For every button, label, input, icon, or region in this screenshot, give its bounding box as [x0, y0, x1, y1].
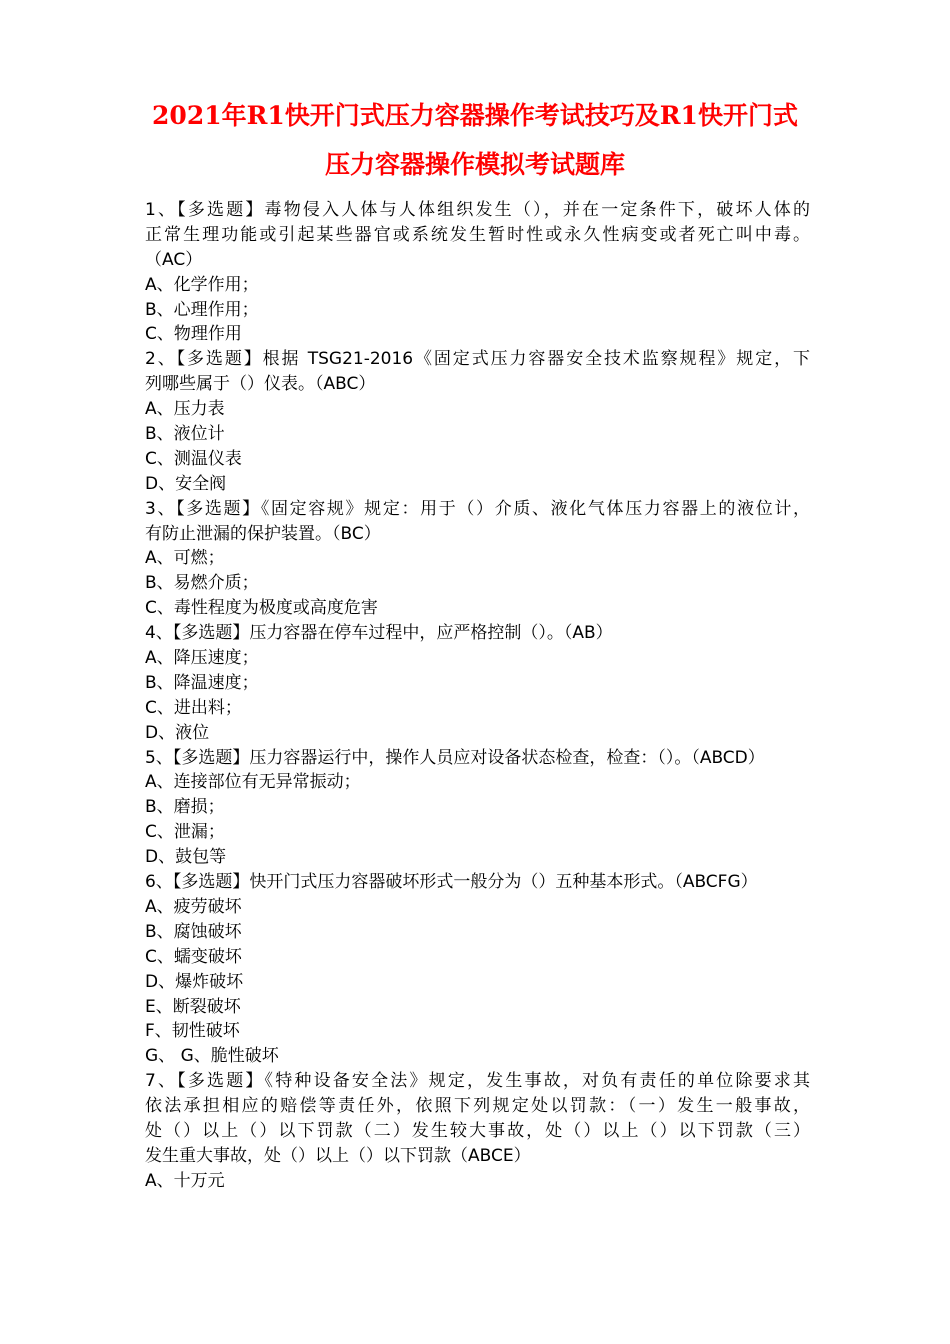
- question-text-line: 发生重大事故，处（）以上（）以下罚款（ABCE）: [145, 1145, 531, 1166]
- question-text-line: 7、【多选题】《特种设备安全法》规定，发生事故，对负有责任的单位除要求其: [145, 1071, 810, 1092]
- answer-option: A、化学作用；: [145, 274, 259, 295]
- question-6: [145, 870, 810, 1069]
- answer-option: D、安全阀: [145, 473, 227, 494]
- answer-option: A、降压速度；: [145, 648, 259, 669]
- answer-option: F、韧性破坏: [145, 1021, 240, 1042]
- answer-option: B、心理作用；: [145, 299, 259, 320]
- answer-option: B、降温速度；: [145, 672, 259, 693]
- question-list: [145, 198, 810, 1194]
- answer-option: E、断裂破坏: [145, 996, 241, 1017]
- answer-option: A、疲劳破坏: [145, 896, 242, 917]
- answer-option: C、蠕变破坏: [145, 946, 242, 967]
- answer-option: B、液位计: [145, 424, 225, 445]
- question-text-line: 依法承担相应的赔偿等责任外，依照下列规定处以罚款：（一）发生一般事故，: [145, 1096, 810, 1117]
- question-text-line: （AC）: [145, 249, 203, 270]
- document-title-line-2: 压力容器操作模拟考试题库: [324, 150, 625, 179]
- answer-option: C、泄漏；: [145, 822, 225, 843]
- question-text-line: 处（）以上（）以下罚款（二）发生较大事故，处（）以上（）以下罚款（三）: [145, 1120, 810, 1141]
- question-text-line: 列哪些属于（）仪表。（ABC）: [145, 374, 376, 395]
- answer-option: C、进出料；: [145, 697, 242, 718]
- answer-option: C、物理作用: [145, 324, 242, 345]
- answer-option: C、测温仪表: [145, 448, 242, 469]
- answer-option: B、磨损；: [145, 797, 225, 818]
- answer-option: D、爆炸破坏: [145, 971, 244, 992]
- answer-option: A、压力表: [145, 399, 225, 420]
- question-1: [145, 198, 810, 347]
- question-text-line: 5、【多选题】压力容器运行中，操作人员应对设备状态检查，检查：（）。（ABCD）: [145, 747, 765, 768]
- question-text-line: 4、【多选题】压力容器在停车过程中，应严格控制（）。（AB）: [145, 623, 613, 644]
- question-text-line: 6、【多选题】快开门式压力容器破坏形式一般分为（）五种基本形式。（ABCFG）: [145, 872, 758, 893]
- answer-option: G、 G、脆性破坏: [145, 1046, 279, 1067]
- answer-option: D、液位: [145, 722, 210, 743]
- answer-option: B、易燃介质；: [145, 573, 259, 594]
- answer-option: A、可燃；: [145, 548, 225, 569]
- answer-option: A、连接部位有无异常振动；: [145, 772, 361, 793]
- question-text-line: 正常生理功能或引起某些器官或系统发生暂时性或永久性病变或者死亡叫中毒。: [145, 224, 810, 245]
- answer-option: C、毒性程度为极度或高度危害: [145, 598, 378, 619]
- answer-option: B、腐蚀破坏: [145, 921, 242, 942]
- answer-option: D、鼓包等: [145, 847, 227, 868]
- question-text-line: 1、【多选题】毒物侵入人体与人体组织发生（），并在一定条件下，破坏人体的: [145, 200, 810, 220]
- question-text-line: 3、【多选题】《固定容规》规定：用于（）介质、液化气体压力容器上的液位计，: [145, 498, 810, 519]
- question-text-line: 有防止泄漏的保护装置。（BC）: [145, 523, 381, 544]
- answer-option: A、十万元: [145, 1170, 225, 1191]
- question-text-line: 2、【多选题】根据 TSG21-2016《固定式压力容器安全技术监察规程》规定，下: [145, 349, 810, 370]
- question-7: [145, 1069, 810, 1193]
- question-5: [145, 746, 810, 870]
- question-4: [145, 621, 810, 745]
- question-2: [145, 347, 810, 496]
- question-3: [145, 497, 810, 621]
- document-title-line-1: 2021年R1快开门式压力容器操作考试技巧及R1快开门式: [152, 101, 798, 130]
